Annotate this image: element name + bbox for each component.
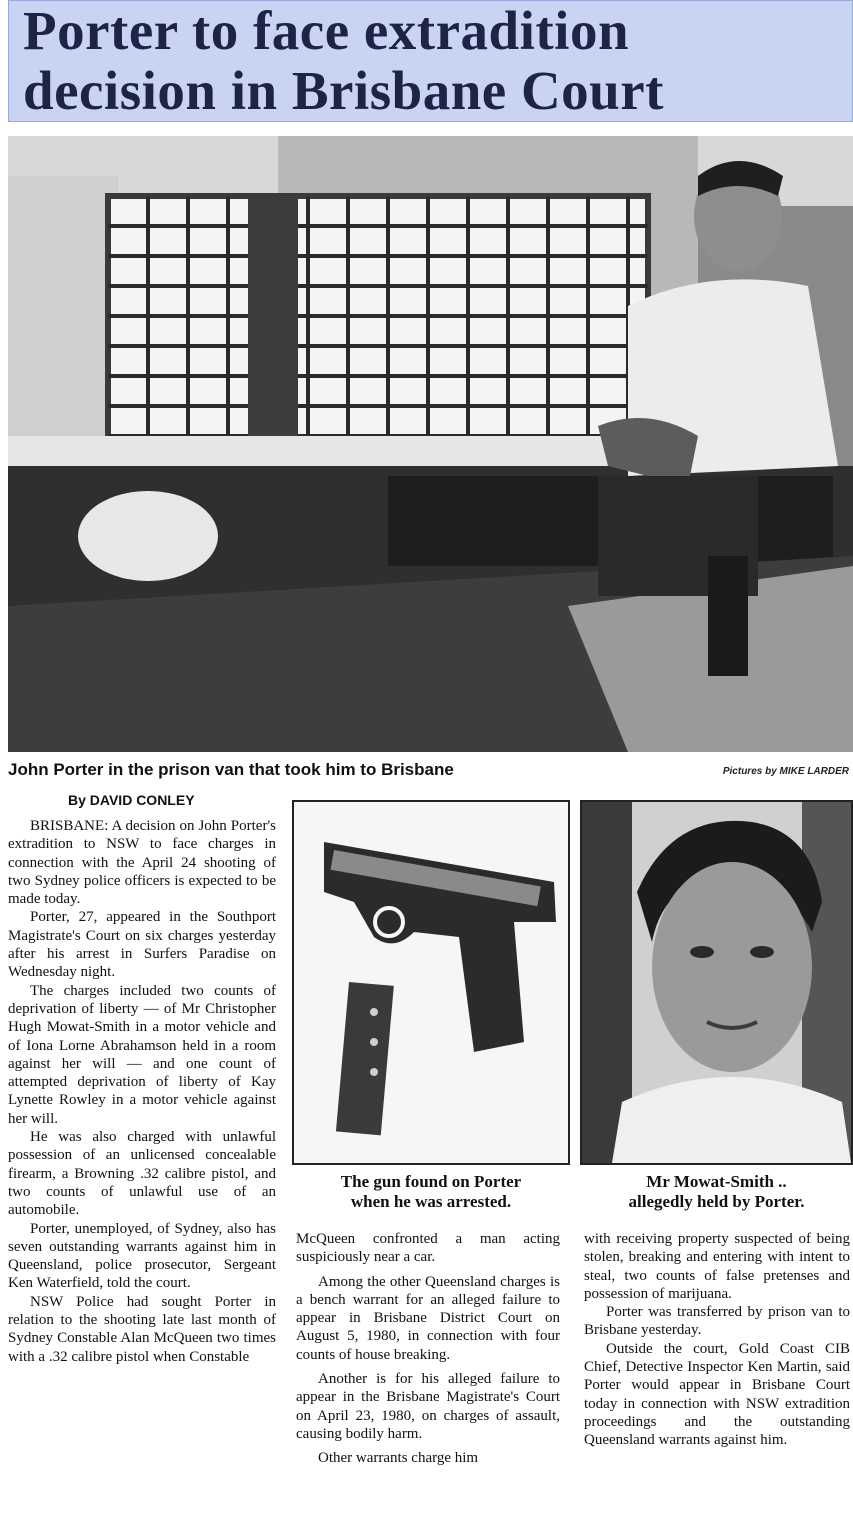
paragraph: with receiving property suspected of being stolen, breaking and entering with intent to steal, two counts of false pretenses and possession of marijuana.: [584, 1231, 850, 1302]
paragraph: McQueen confronted a man acting suspiciously near a car.: [296, 1231, 560, 1266]
caption-line: allegedly held by Porter.: [628, 1192, 805, 1211]
gun-photo-caption: [292, 1172, 570, 1212]
mowat-smith-photo: [580, 800, 853, 1165]
gun-photo: [292, 800, 570, 1165]
headline: [9, 1, 852, 121]
main-photo-caption: John Porter in the prison van that took him to Brisbane: [8, 760, 454, 779]
caption-line: when he was arrested.: [350, 1192, 512, 1211]
caption-line: Mr Mowat-Smith ..: [646, 1172, 787, 1191]
byline: By DAVID CONLEY: [68, 792, 195, 808]
paragraph: NSW Police had sought Porter in relation to the shooting late last month of Sydney Constable Alan McQueen two times with a .32 calibre pistol when Constable: [8, 1293, 276, 1365]
paragraph: BRISBANE: A decision on John Porter's extradition to NSW to face charges in connection with the April 24 shooting of two Sydney police officers is expected to be made today.: [8, 818, 276, 908]
main-photo: [8, 136, 853, 752]
paragraph: Another is for his alleged failure to appear in the Brisbane Magistrate's Court on April 23, 1980, on charges of assault, causing bodily harm.: [296, 1371, 560, 1442]
headline-banner: [8, 0, 853, 122]
article-column-2: [296, 1230, 560, 1468]
mowat-smith-caption: [580, 1172, 853, 1212]
photo-credit: Pictures by MIKE LARDER: [722, 766, 849, 777]
paragraph: The charges included two counts of deprivation of liberty — of Mr Christopher Hugh Mowat-Smith in a motor vehicle and of Iona Lorne Abrahamson held in a room against her will — and one count of attempted deprivation of liberty of Kay Lynette Rowley in a motor vehicle against her will.: [8, 982, 276, 1127]
paragraph: Porter, 27, appeared in the Southport Magistrate's Court on six charges yesterday after his arrest in Surfers Paradise on Wednesday night.: [8, 909, 276, 981]
paragraph: Porter was transferred by prison van to Brisbane yesterday.: [584, 1304, 850, 1339]
headline-line-2: decision in Brisbane Court: [23, 60, 664, 121]
paragraph: Other warrants charge him: [318, 1450, 479, 1467]
paragraph: He was also charged with unlawful possession of an unlicensed concealable firearm, a Browning .32 calibre pistol, and two counts of unlawful use of an automobile.: [8, 1129, 276, 1219]
paragraph: Porter, unemployed, of Sydney, also has seven outstanding warrants against him in Queensland, police prosecutor, Sergeant Ken Waterfield, told the court.: [8, 1220, 276, 1292]
caption-line: The gun found on Porter: [340, 1172, 522, 1191]
headline-line-1: Porter to face extradition: [23, 0, 630, 61]
paragraph: Among the other Queensland charges is a bench warrant for an alleged failure to appear in Brisbane District Court on August 5, 1980, in connection with four counts of house breaking.: [296, 1273, 560, 1363]
paragraph: Outside the court, Gold Coast CIB Chief, Detective Inspector Ken Martin, said Porter would appear in Brisbane Court today in connection with NSW extradition proceedings and the outstanding Queensland warrants against him.: [584, 1340, 850, 1449]
article-column-1: [8, 817, 276, 1366]
article-column-3: [584, 1230, 850, 1450]
